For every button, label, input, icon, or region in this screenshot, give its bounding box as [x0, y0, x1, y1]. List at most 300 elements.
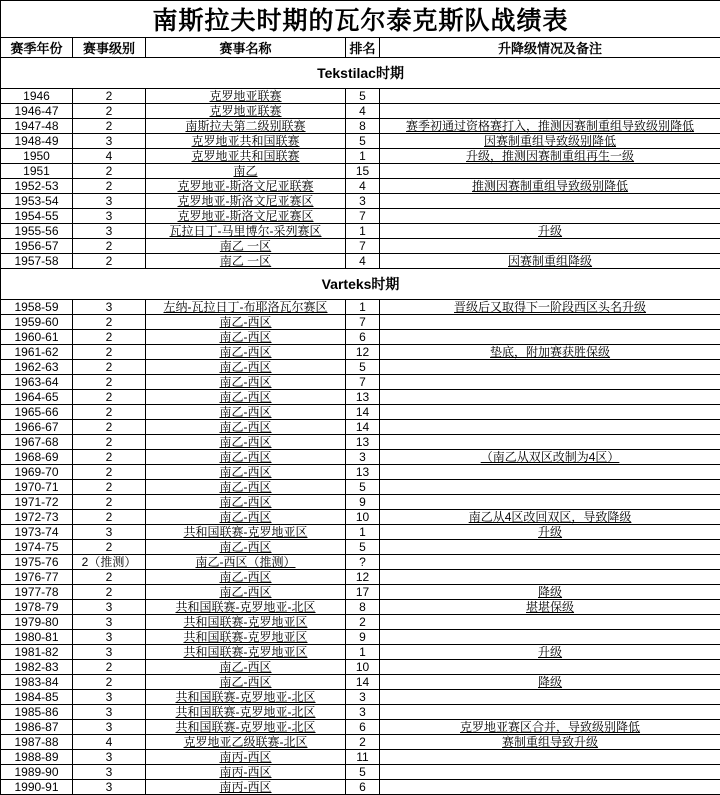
notes-cell [380, 495, 720, 510]
table-row [1, 750, 720, 765]
table-row [1, 89, 720, 104]
rank-cell: 3 [346, 194, 380, 209]
notes-cell-text: 升级 [538, 525, 562, 539]
table-row [1, 164, 720, 179]
notes-cell [380, 134, 720, 149]
rank-cell: 1 [346, 525, 380, 540]
table-row [1, 600, 720, 615]
rank-cell: 4 [346, 254, 380, 269]
level-cell: 2 [73, 570, 146, 585]
competition-cell-text: 克罗地亚-斯洛文尼亚赛区 [178, 194, 314, 208]
level-cell: 3 [73, 765, 146, 780]
level-cell: 2 [73, 435, 146, 450]
competition-cell [146, 765, 346, 780]
notes-cell [380, 405, 720, 420]
competition-cell-text: 克罗地亚-斯洛文尼亚赛区 [178, 209, 314, 223]
level-cell: 2（推测） [73, 555, 146, 570]
competition-cell-text: 克罗地亚-斯洛文尼亚联赛 [178, 179, 314, 193]
table-row [1, 705, 720, 720]
season-cell: 1953-54 [1, 194, 73, 209]
competition-cell [146, 239, 346, 254]
notes-cell [380, 330, 720, 345]
level-cell: 2 [73, 675, 146, 690]
level-cell: 3 [73, 615, 146, 630]
notes-cell-text: 因赛制重组导致级别降低 [484, 134, 616, 148]
notes-cell [380, 660, 720, 675]
page-title: 南斯拉夫时期的瓦尔泰克斯队战绩表 [1, 1, 720, 38]
rank-cell: 8 [346, 600, 380, 615]
table-row [1, 420, 720, 435]
competition-cell [146, 525, 346, 540]
rank-cell: 1 [346, 300, 380, 315]
notes-cell [380, 119, 720, 134]
notes-cell-text: 因赛制重组降级 [508, 254, 592, 268]
notes-cell [380, 89, 720, 104]
notes-cell [380, 555, 720, 570]
competition-cell-text: 南乙-西区 [220, 540, 272, 554]
notes-cell-text: 降级 [538, 675, 562, 689]
competition-cell-text: 南丙-西区 [220, 780, 272, 794]
season-cell: 1978-79 [1, 600, 73, 615]
season-cell: 1982-83 [1, 660, 73, 675]
competition-cell [146, 194, 346, 209]
competition-cell [146, 254, 346, 269]
competition-cell [146, 89, 346, 104]
season-cell: 1985-86 [1, 705, 73, 720]
season-cell: 1971-72 [1, 495, 73, 510]
competition-cell [146, 465, 346, 480]
competition-cell-text: 南乙 [233, 164, 257, 178]
season-cell: 1984-85 [1, 690, 73, 705]
competition-cell [146, 615, 346, 630]
season-cell: 1966-67 [1, 420, 73, 435]
season-cell: 1954-55 [1, 209, 73, 224]
level-cell: 2 [73, 420, 146, 435]
rank-cell: 1 [346, 224, 380, 239]
level-cell: 2 [73, 360, 146, 375]
rank-cell: 17 [346, 585, 380, 600]
table-row [1, 300, 720, 315]
notes-cell-text: 堪堪保级 [526, 600, 574, 614]
season-cell: 1958-59 [1, 300, 73, 315]
level-cell: 2 [73, 510, 146, 525]
table-row [1, 585, 720, 600]
season-cell: 1977-78 [1, 585, 73, 600]
notes-cell-text: （南乙从双区改制为4区） [481, 450, 620, 464]
competition-cell [146, 104, 346, 119]
level-cell: 2 [73, 330, 146, 345]
competition-cell [146, 164, 346, 179]
rank-cell: 7 [346, 375, 380, 390]
notes-cell [380, 224, 720, 239]
table-row [1, 224, 720, 239]
competition-cell [146, 209, 346, 224]
season-cell: 1951 [1, 164, 73, 179]
notes-cell [380, 750, 720, 765]
table-row [1, 104, 720, 119]
level-cell: 3 [73, 690, 146, 705]
notes-cell [380, 149, 720, 164]
competition-cell [146, 390, 346, 405]
season-cell: 1965-66 [1, 405, 73, 420]
table-row [1, 645, 720, 660]
section-label: Varteks时期 [1, 269, 720, 300]
competition-cell-text: 南丙-西区 [220, 765, 272, 779]
table-row [1, 495, 720, 510]
table-row [1, 690, 720, 705]
season-cell: 1962-63 [1, 360, 73, 375]
level-cell: 2 [73, 480, 146, 495]
rank-cell: 5 [346, 765, 380, 780]
notes-cell [380, 104, 720, 119]
level-cell: 2 [73, 375, 146, 390]
competition-cell-text: 共和国联赛-克罗地亚-北区 [176, 720, 316, 734]
table-row [1, 405, 720, 420]
header-rank: 排名 [346, 38, 380, 58]
rank-cell: 5 [346, 540, 380, 555]
rank-cell: 10 [346, 660, 380, 675]
notes-cell [380, 360, 720, 375]
table-row [1, 780, 720, 795]
competition-cell-text: 共和国联赛-克罗地亚区 [184, 525, 308, 539]
notes-cell [380, 525, 720, 540]
competition-cell-text: 南斯拉夫第二级别联赛 [185, 119, 305, 133]
table-row [1, 660, 720, 675]
notes-cell [380, 735, 720, 750]
competition-cell [146, 179, 346, 194]
notes-cell [380, 690, 720, 705]
season-cell: 1974-75 [1, 540, 73, 555]
rank-cell: ? [346, 555, 380, 570]
notes-cell [380, 450, 720, 465]
rank-cell: 10 [346, 510, 380, 525]
notes-cell [380, 420, 720, 435]
notes-cell [380, 615, 720, 630]
competition-cell [146, 735, 346, 750]
rank-cell: 11 [346, 750, 380, 765]
season-cell: 1947-48 [1, 119, 73, 134]
notes-cell [380, 375, 720, 390]
rank-cell: 4 [346, 104, 380, 119]
level-cell: 2 [73, 465, 146, 480]
rank-cell: 6 [346, 720, 380, 735]
competition-cell-text: 南乙-西区 [220, 465, 272, 479]
competition-cell [146, 420, 346, 435]
competition-cell [146, 480, 346, 495]
competition-cell [146, 540, 346, 555]
rank-cell: 2 [346, 735, 380, 750]
table-row [1, 360, 720, 375]
competition-cell-text: 南乙-西区 [220, 315, 272, 329]
level-cell: 2 [73, 254, 146, 269]
table-row [1, 209, 720, 224]
notes-cell [380, 765, 720, 780]
notes-cell [380, 705, 720, 720]
competition-cell-text: 南乙-西区 [220, 495, 272, 509]
level-cell: 2 [73, 660, 146, 675]
competition-cell [146, 510, 346, 525]
season-cell: 1970-71 [1, 480, 73, 495]
competition-cell-text: 南乙-西区（推测） [196, 555, 296, 569]
competition-cell [146, 405, 346, 420]
rank-cell: 14 [346, 405, 380, 420]
table-row [1, 510, 720, 525]
season-cell: 1964-65 [1, 390, 73, 405]
season-cell: 1987-88 [1, 735, 73, 750]
notes-cell [380, 720, 720, 735]
season-cell: 1976-77 [1, 570, 73, 585]
rank-cell: 9 [346, 495, 380, 510]
notes-cell-text: 晋级后又取得下一阶段西区头名升级 [454, 300, 646, 314]
level-cell: 2 [73, 315, 146, 330]
notes-cell [380, 164, 720, 179]
table-row [1, 675, 720, 690]
competition-cell [146, 630, 346, 645]
level-cell: 2 [73, 495, 146, 510]
competition-cell-text: 南乙-西区 [220, 570, 272, 584]
rank-cell: 14 [346, 420, 380, 435]
notes-cell-text: 降级 [538, 585, 562, 599]
season-cell: 1946-47 [1, 104, 73, 119]
rank-cell: 15 [346, 164, 380, 179]
notes-cell [380, 179, 720, 194]
notes-cell [380, 254, 720, 269]
table-row [1, 720, 720, 735]
competition-cell-text: 克罗地亚乙级联赛-北区 [184, 735, 308, 749]
table-row [1, 194, 720, 209]
season-cell: 1952-53 [1, 179, 73, 194]
competition-cell [146, 585, 346, 600]
level-cell: 3 [73, 645, 146, 660]
competition-cell-text: 南乙-西区 [220, 660, 272, 674]
competition-cell-text: 南乙-西区 [220, 510, 272, 524]
rank-cell: 4 [346, 179, 380, 194]
notes-cell [380, 600, 720, 615]
competition-cell [146, 149, 346, 164]
level-cell: 3 [73, 780, 146, 795]
competition-cell [146, 780, 346, 795]
competition-cell-text: 南丙-西区 [220, 750, 272, 764]
notes-cell [380, 585, 720, 600]
notes-cell [380, 390, 720, 405]
competition-cell-text: 克罗地亚共和国联赛 [191, 134, 299, 148]
competition-cell-text: 左纳-瓦拉日丁-布耶洛瓦尔赛区 [164, 300, 328, 314]
season-cell: 1979-80 [1, 615, 73, 630]
table-row [1, 465, 720, 480]
table-row [1, 134, 720, 149]
header-level: 赛事级别 [73, 38, 146, 58]
level-cell: 2 [73, 390, 146, 405]
rank-cell: 14 [346, 675, 380, 690]
header-notes: 升降级情况及备注 [380, 38, 720, 58]
rank-cell: 6 [346, 780, 380, 795]
competition-cell-text: 南乙-西区 [220, 450, 272, 464]
level-cell: 4 [73, 735, 146, 750]
season-cell: 1963-64 [1, 375, 73, 390]
notes-cell-text: 南乙从4区改回双区，导致降级 [469, 510, 632, 524]
rank-cell: 5 [346, 89, 380, 104]
competition-cell [146, 360, 346, 375]
table-row [1, 540, 720, 555]
notes-cell [380, 480, 720, 495]
table-row [1, 345, 720, 360]
competition-cell [146, 660, 346, 675]
rank-cell: 1 [346, 149, 380, 164]
header-row [1, 38, 720, 58]
competition-cell [146, 675, 346, 690]
table-row [1, 480, 720, 495]
table-row [1, 390, 720, 405]
level-cell: 3 [73, 194, 146, 209]
section-label: Tekstilac时期 [1, 58, 720, 89]
rank-cell: 9 [346, 630, 380, 645]
competition-cell-text: 南乙-西区 [220, 480, 272, 494]
rank-cell: 3 [346, 450, 380, 465]
level-cell: 2 [73, 540, 146, 555]
section-header-row [1, 269, 720, 300]
competition-cell-text: 克罗地亚联赛 [209, 104, 281, 118]
notes-cell-text: 赛制重组导致升级 [502, 735, 598, 749]
notes-cell [380, 675, 720, 690]
notes-cell-text: 推测因赛制重组导致级别降低 [472, 179, 628, 193]
competition-cell-text: 共和国联赛-克罗地亚-北区 [176, 690, 316, 704]
competition-cell [146, 690, 346, 705]
season-cell: 1959-60 [1, 315, 73, 330]
level-cell: 3 [73, 209, 146, 224]
notes-cell [380, 780, 720, 795]
competition-cell-text: 南乙-西区 [220, 330, 272, 344]
rank-cell: 3 [346, 690, 380, 705]
rank-cell: 5 [346, 480, 380, 495]
table-row [1, 330, 720, 345]
notes-cell [380, 239, 720, 254]
season-cell: 1989-90 [1, 765, 73, 780]
competition-cell [146, 555, 346, 570]
notes-cell [380, 315, 720, 330]
rank-cell: 12 [346, 345, 380, 360]
competition-cell-text: 共和国联赛-克罗地亚区 [184, 615, 308, 629]
competition-cell-text: 南乙 一区 [220, 254, 271, 268]
season-cell: 1990-91 [1, 780, 73, 795]
season-cell: 1968-69 [1, 450, 73, 465]
season-cell: 1960-61 [1, 330, 73, 345]
competition-cell-text: 瓦拉日丁-马里博尔-采列赛区 [170, 224, 322, 238]
notes-cell-text: 克罗地亚赛区合并，导致级别降低 [460, 720, 640, 734]
competition-cell [146, 645, 346, 660]
rank-cell: 2 [346, 615, 380, 630]
rank-cell: 7 [346, 239, 380, 254]
table-row [1, 254, 720, 269]
notes-cell [380, 345, 720, 360]
notes-cell-text: 垫底，附加赛获胜保级 [490, 345, 610, 359]
season-cell: 1981-82 [1, 645, 73, 660]
level-cell: 2 [73, 164, 146, 179]
header-competition: 赛事名称 [146, 38, 346, 58]
table-row [1, 765, 720, 780]
notes-cell-text: 升级 [538, 645, 562, 659]
notes-cell-text: 升级 [538, 224, 562, 238]
table-body [1, 58, 720, 795]
rank-cell: 13 [346, 465, 380, 480]
table-row [1, 179, 720, 194]
competition-cell [146, 450, 346, 465]
competition-cell-text: 克罗地亚共和国联赛 [191, 149, 299, 163]
season-cell: 1983-84 [1, 675, 73, 690]
season-cell: 1986-87 [1, 720, 73, 735]
section-header-row [1, 58, 720, 89]
table-row [1, 525, 720, 540]
season-cell: 1975-76 [1, 555, 73, 570]
rank-cell: 6 [346, 330, 380, 345]
competition-cell [146, 119, 346, 134]
notes-cell-text: 升级，推测因赛制重组再生一级 [466, 149, 634, 163]
table-row [1, 735, 720, 750]
rank-cell: 13 [346, 390, 380, 405]
competition-cell-text: 南乙-西区 [220, 420, 272, 434]
notes-cell [380, 645, 720, 660]
level-cell: 2 [73, 89, 146, 104]
rank-cell: 3 [346, 705, 380, 720]
level-cell: 3 [73, 300, 146, 315]
rank-cell: 7 [346, 315, 380, 330]
competition-cell [146, 134, 346, 149]
rank-cell: 8 [346, 119, 380, 134]
competition-cell-text: 共和国联赛-克罗地亚-北区 [176, 705, 316, 719]
level-cell: 3 [73, 750, 146, 765]
competition-cell [146, 375, 346, 390]
competition-cell-text: 南乙-西区 [220, 585, 272, 599]
header-season: 赛季年份 [1, 38, 73, 58]
competition-cell [146, 330, 346, 345]
table-row [1, 315, 720, 330]
competition-cell [146, 750, 346, 765]
competition-cell [146, 300, 346, 315]
competition-cell-text: 南乙-西区 [220, 435, 272, 449]
table-row [1, 435, 720, 450]
table-row [1, 119, 720, 134]
competition-cell [146, 600, 346, 615]
competition-cell [146, 570, 346, 585]
competition-cell [146, 495, 346, 510]
competition-cell [146, 705, 346, 720]
season-cell: 1969-70 [1, 465, 73, 480]
season-cell: 1956-57 [1, 239, 73, 254]
level-cell: 3 [73, 525, 146, 540]
table-row [1, 615, 720, 630]
season-cell: 1967-68 [1, 435, 73, 450]
competition-cell [146, 345, 346, 360]
competition-cell-text: 共和国联赛-克罗地亚区 [184, 630, 308, 644]
competition-cell-text: 共和国联赛-克罗地亚-北区 [176, 600, 316, 614]
notes-cell [380, 630, 720, 645]
season-cell: 1972-73 [1, 510, 73, 525]
notes-cell [380, 194, 720, 209]
competition-cell-text: 南乙-西区 [220, 675, 272, 689]
competition-cell-text: 南乙-西区 [220, 375, 272, 389]
level-cell: 2 [73, 104, 146, 119]
notes-cell [380, 465, 720, 480]
competition-cell [146, 224, 346, 239]
competition-cell-text: 克罗地亚联赛 [209, 89, 281, 103]
notes-cell [380, 510, 720, 525]
level-cell: 3 [73, 134, 146, 149]
season-cell: 1946 [1, 89, 73, 104]
competition-cell-text: 南乙-西区 [220, 360, 272, 374]
competition-cell-text: 南乙-西区 [220, 390, 272, 404]
competition-cell [146, 435, 346, 450]
level-cell: 2 [73, 450, 146, 465]
competition-cell [146, 720, 346, 735]
